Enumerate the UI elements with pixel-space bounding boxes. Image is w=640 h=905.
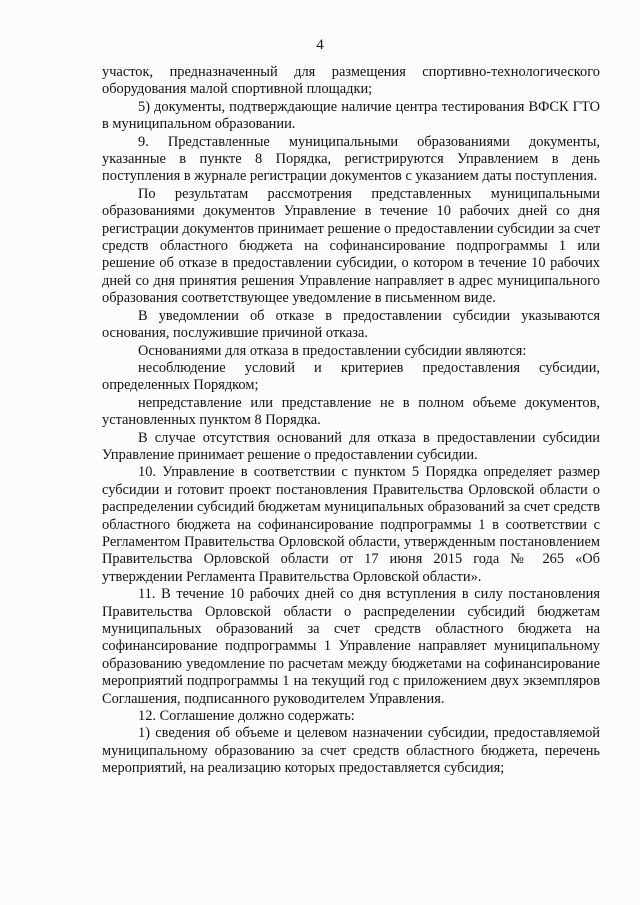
paragraph-9: В случае отсутствия оснований для отказа в предоставлении субсидии Управление принимает решение о предоставлении субсидии. (102, 429, 600, 463)
paragraph-5: В уведомлении об отказе в предоставлении субсидии указываются основания, послужившие причиной отказа. (102, 307, 600, 342)
paragraph-12: 12. Соглашение должно содержать: (138, 708, 355, 725)
paragraph-3: 9. Представленные муниципальными образованиями документы, указанные в пункте 8 Порядка, регистрируются Управлением в день поступления в журнале регистрации документов с указанием даты поступления. (102, 133, 600, 185)
paragraph-8: непредставление или представление не в полном объеме документов, установленных пунктом 8 Порядка. (102, 394, 600, 429)
document-body (102, 64, 600, 778)
paragraph-11: 11. В течение 10 рабочих дней со дня вступления в силу постановления Правительства Орловской области о распределении субсидий бюджетам муниципальных образований за счет средств областного бюджета на софинансирование подпрограммы 1 Управление направляет муниципальному образованию уведомление по расчетам между бюджетами на софинансирование мероприятий подпрограммы 1 на текущий год с приложением двух экземпляров Соглашения, подписанного руководителем Управления. (102, 586, 600, 707)
paragraph-13: 1) сведения об объеме и целевом назначении субсидии, предоставляемой муниципальному образованию за счет средств областного бюджета, перечень мероприятий, на реализацию которых предоставляется субсидия; (102, 725, 600, 777)
paragraph-10: 10. Управление в соответствии с пунктом 5 Порядка определяет размер субсидии и готовит проект постановления Правительства Орловской области о распределении субсидий бюджетам муниципальных образований за счет средств областного бюджета на софинансирование подпрограммы 1 в соответствии с Регламентом Правительства Орловской области, утвержденным постановлением Правительства Орловской области от 17 июня 2015 года № 265 «Об утверждении Регламента Правительства Орловской области». (102, 464, 601, 585)
page-number: 4 (316, 37, 324, 53)
paragraph-2: 5) документы, подтверждающие наличие центра тестирования ВФСК ГТО в муниципальном образовании. (102, 98, 600, 133)
paragraph-4: По результатам рассмотрения представленных муниципальными образованиями документов Управление в течение 10 рабочих дней со дня регистрации документов принимает решение о предоставлении субсидии за счет средств областного бюджета на софинансирование подпрограммы 1 или решение об отказе в предоставлении субсидии, о котором в течение 10 рабочих дней со дня принятия решения Управление направляет в адрес муниципального образования соответствующее уведомление в письменном виде. (102, 185, 600, 307)
paragraph-6: Основаниями для отказа в предоставлении субсидии являются: (138, 342, 527, 359)
paragraph-7: несоблюдение условий и критериев предоставления субсидии, определенных Порядком; (102, 359, 600, 394)
paragraph-1: участок, предназначенный для размещения спортивно-технологического оборудования малой спортивной площадки; (102, 64, 600, 98)
